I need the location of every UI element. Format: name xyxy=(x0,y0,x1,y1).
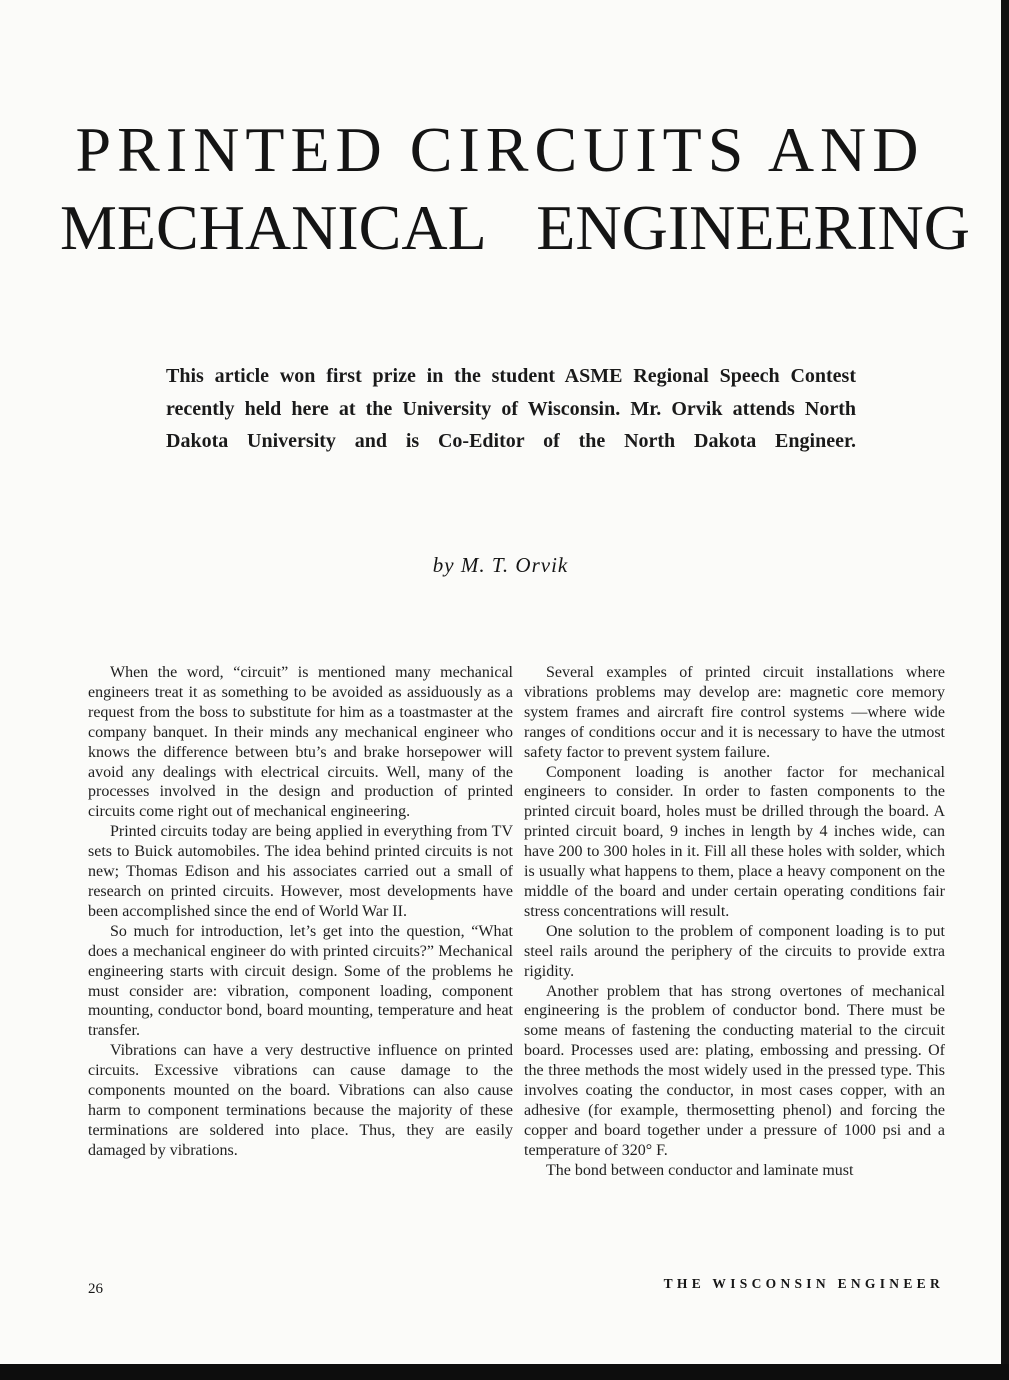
body-paragraph: When the word, “circuit” is mentioned many mechanical engineers treat it as something to be avoided as assiduously as a request from the boss to substitute for him as a toastmaster at the company banquet. In their minds any mechanical engineer who knows the difference between btu’s and brake horsepower will avoid any dealings with electrical circuits. Well, many of the processes involved in the design and production of printed circuits come right out of mechanical engineering. xyxy=(88,664,513,821)
scan-edge-bottom xyxy=(0,1364,1009,1380)
body-paragraph: Vibrations can have a very destructive influence on printed circuits. Excessive vibrations can cause damage to the components mounted on the board. Vibrations can also cause harm to component terminations because the majority of these terminations are soldered into place. Thus, they are easily damaged by vibrations. xyxy=(88,1042,513,1159)
body-paragraph: Printed circuits today are being applied in everything from TV sets to Buick automobiles. The idea behind printed circuits is not new; Thomas Edison and his associates carried out a small of research on printed circuits. However, most developments have been accomplished since the end of World War II. xyxy=(88,823,513,920)
body-column-right xyxy=(524,663,945,1181)
article-title-line-2: MECHANICAL ENGINEERING xyxy=(60,192,970,263)
article-intro: This article won first prize in the student ASME Regional Speech Contest recently held here at the University of Wisconsin. Mr. Orvik attends North Dakota University and is Co-Editor of the North Dakota Engineer. xyxy=(166,365,856,452)
scan-edge-right xyxy=(1001,0,1009,1380)
article-title-line-1: PRINTED CIRCUITS AND xyxy=(75,114,925,185)
body-paragraph: One solution to the problem of component loading is to put steel rails around the periphery of the circuits to provide extra rigidity. xyxy=(524,922,945,980)
body-paragraph: So much for introduction, let’s get into the question, “What does a mechanical engineer do with printed circuits?” Mechanical engineering starts with circuit design. Some of the problems he must consider are: vibration, component loading, component mounting, conductor bond, board mounting, temperature and heat transfer. xyxy=(88,922,513,1040)
page-number: 26 xyxy=(88,1281,103,1297)
article-byline: by M. T. Orvik xyxy=(432,553,569,577)
body-paragraph: Another problem that has strong overtones of mechanical engineering is the problem of conductor bond. There must be some means of fastening the conducting material to the circuit board. Processes used are: plating, embossing and pressing. Of the three methods the most widely used in the pressed type. This involves coating the conductor, in most cases copper, with an adhesive (for example, thermosetting phenol) and forcing the copper and board together under a pressure of 1000 psi and a temperature of 320° F. xyxy=(524,982,945,1159)
body-paragraph: Several examples of printed circuit installations where vibrations problems may develop are: magnetic core memory system frames and aircraft fire control systems —where wide ranges of conditions occur and it is necessary to have the utmost safety factor to prevent system failure. xyxy=(524,664,945,761)
publication-footer: THE WISCONSIN ENGINEER xyxy=(663,1276,944,1291)
body-paragraph: The bond between conductor and laminate must xyxy=(546,1161,854,1179)
body-column-left xyxy=(88,663,513,1161)
body-paragraph: Component loading is another factor for mechanical engineers to consider. In order to fasten components to the printed circuit board, holes must be drilled through the board. A printed circuit board, 9 inches in length by 4 inches wide, can have 200 to 300 holes in it. Fill all these holes with solder, which is usually what happens to them, place a heavy component on the middle of the board and under certain operating conditions fair stress concentrations will result. xyxy=(524,763,945,920)
